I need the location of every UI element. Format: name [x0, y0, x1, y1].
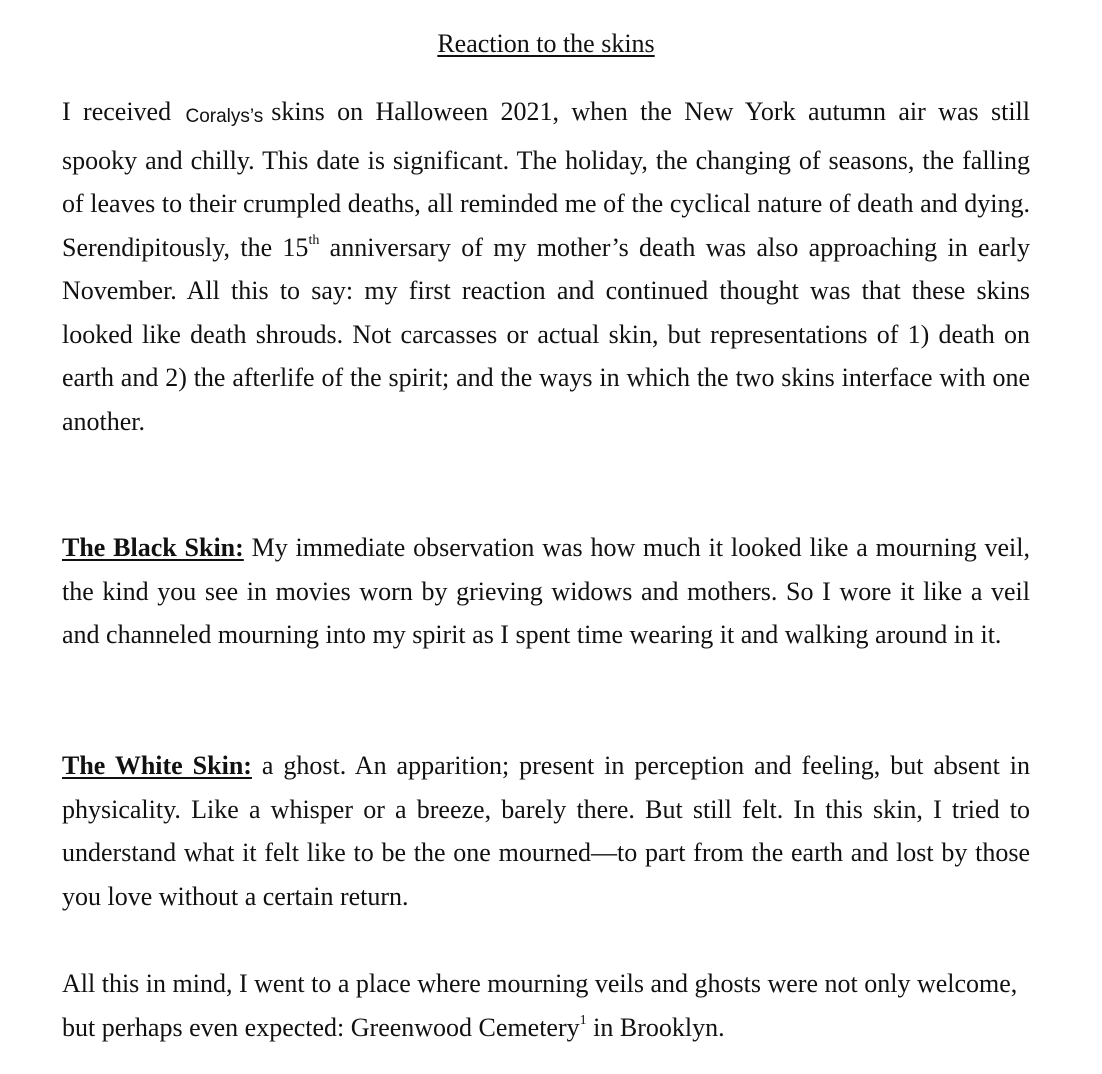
intro-text-end: anniversary of my mother’s death was also approaching in early November. All this to say: my first reaction and continued thought was that these skins looked like death shrouds. Not carcasses or actual skin, but representations of 1) death on earth and 2) the afterlife of the spirit; and the ways in which the two skins interface with one another.: [62, 232, 1030, 436]
artist-name: Coralys’s: [185, 106, 264, 127]
document-title: Reaction to the skins: [437, 29, 655, 58]
intro-text-start: I received: [62, 97, 184, 126]
intro-text-middle: skins on Halloween 2021, when the New York autumn air was still spooky and chilly. This date is significant. The holiday, the changing of seasons, the falling of leaves to their crumpled deaths, all reminded me of the cyclical nature of death and dying. Serendipitously, the 15: [62, 97, 1030, 262]
closing-text-end: in Brooklyn.: [586, 1012, 725, 1042]
ordinal-suffix: th: [308, 232, 320, 248]
intro-paragraph: [62, 90, 1030, 443]
footnote-marker[interactable]: 1: [579, 1012, 587, 1028]
white-skin-text: a ghost. An apparition; present in perception and feeling, but absent in physicality. Like a whisper or a breeze, barely there. But still felt. In this skin, I tried to understand what it felt like to be the one mourned—to part from the earth and lost by those you love without a certain return.: [62, 751, 1031, 911]
closing-paragraph: [62, 962, 1030, 1049]
black-skin-paragraph: [62, 526, 1030, 657]
closing-text-start: All this in mind, I went to a place where mourning veils and ghosts were not only welcome, but perhaps even expected: Greenwood Cemetery: [62, 969, 1018, 1042]
black-skin-heading: The Black Skin:: [62, 533, 244, 562]
white-skin-paragraph: [62, 744, 1030, 918]
black-skin-text: My immediate observation was how much it looked like a mourning veil, the kind you see in movies worn by grieving widows and mothers. So I wore it like a veil and channeled mourning into my spirit as I spent time wearing it and walking around in it.: [62, 533, 1030, 649]
white-skin-heading: The White Skin:: [62, 751, 252, 780]
